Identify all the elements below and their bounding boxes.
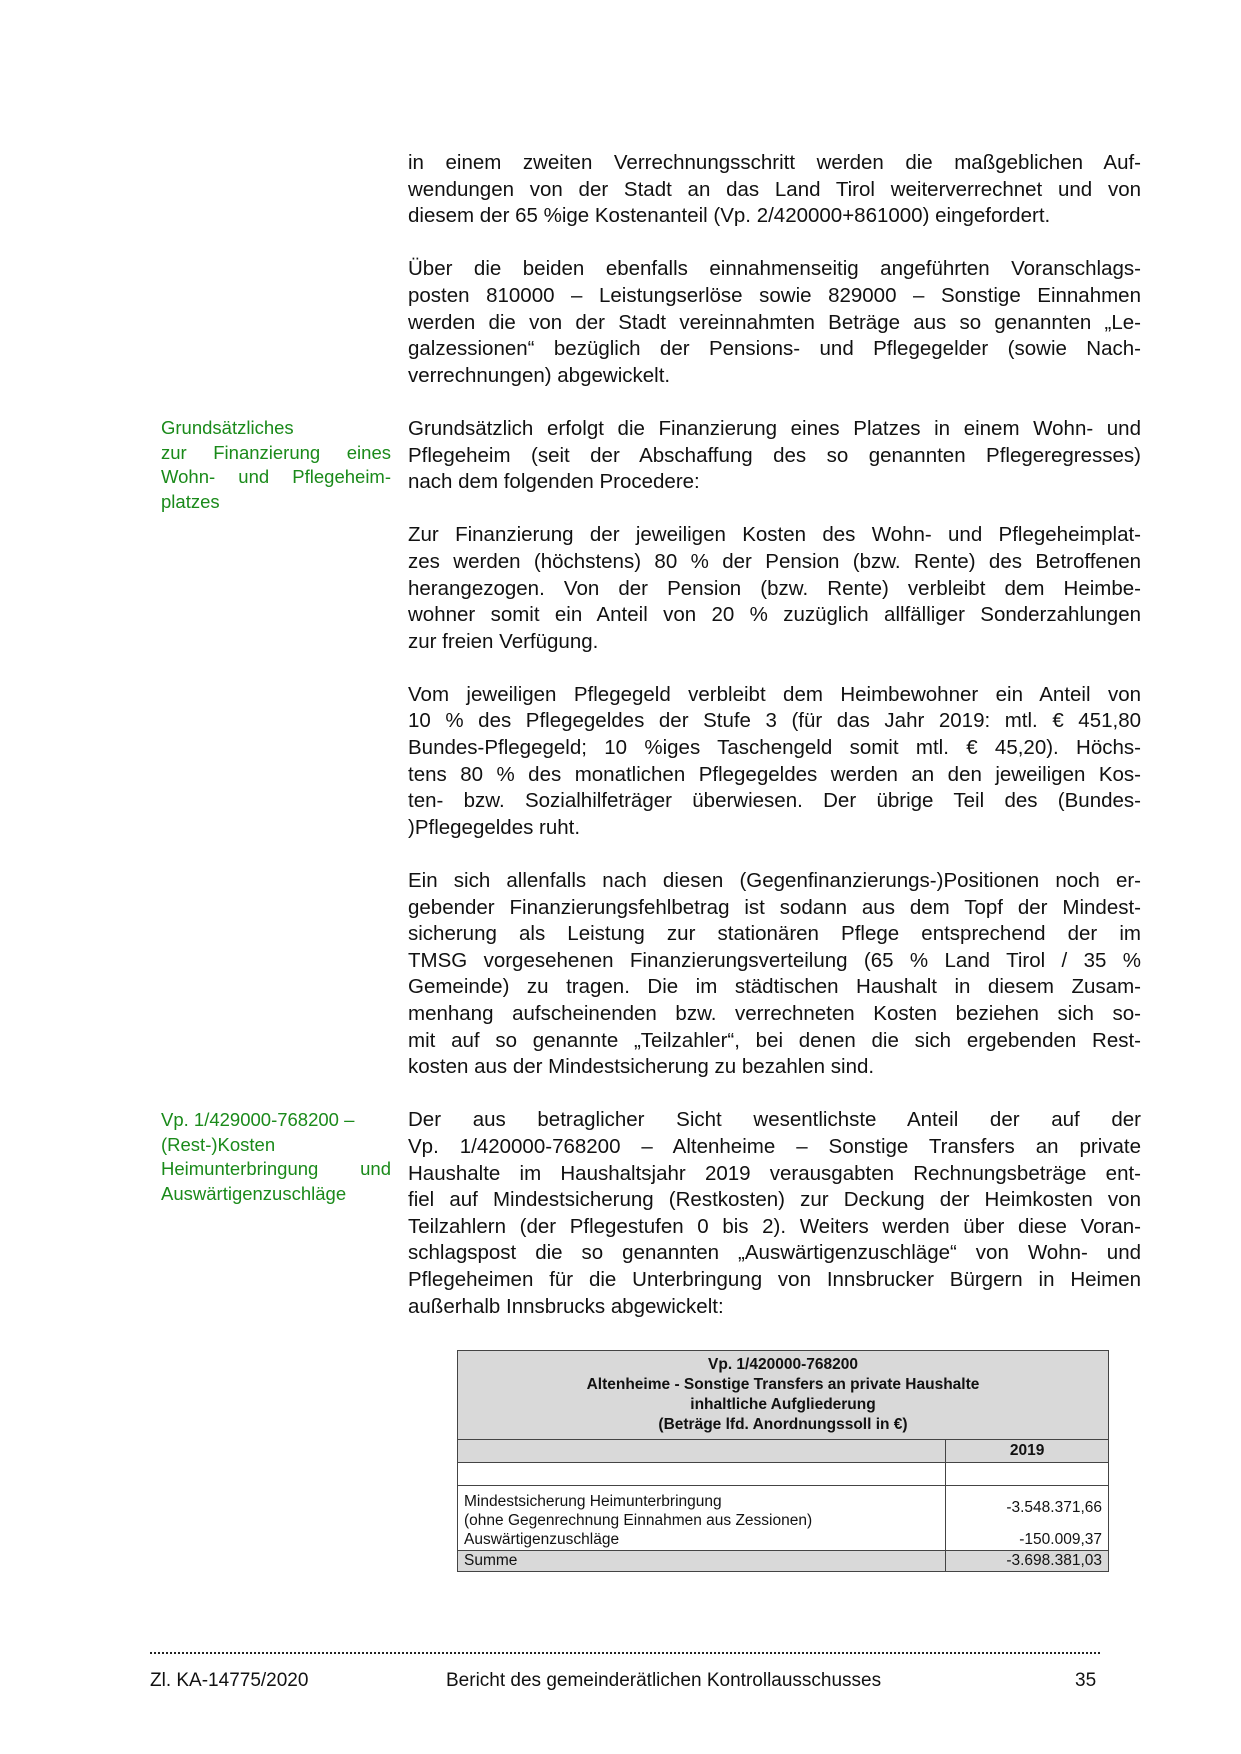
table-title-line: (Beträge lfd. Anordnungssoll in €) (658, 1416, 908, 1433)
text-line: ten- bzw. Sozialhilfeträger überwiesen. Der übrige Teil des (Bundes- (408, 789, 1141, 813)
side-note-line: Heimunterbringung und (161, 1158, 391, 1179)
table-title (458, 1351, 1109, 1440)
side-note-line: Vp. 1/429000-768200 – (161, 1109, 355, 1130)
year-header: 2019 (946, 1440, 1109, 1463)
text-line: werden die von der Stadt vereinnahmten Beträge aus so genannten „Le- (408, 310, 1141, 334)
text-line: verrechnungen) abgewickelt. (408, 363, 671, 387)
sum-row (458, 1551, 1109, 1572)
side-note-line: (Rest-)Kosten (161, 1133, 276, 1155)
row-label: (ohne Gegenrechnung Einnahmen aus Zessionen) (464, 1512, 813, 1529)
text-line: Pflegeheimen für die Unterbringung von Innsbrucker Bürgern in Heimen (408, 1267, 1141, 1291)
footer-title: Bericht des gemeinderätlichen Kontrollausschusses (446, 1670, 882, 1691)
text-line: außerhalb Innsbrucks abgewickelt: (408, 1294, 724, 1318)
paragraph (408, 150, 1141, 230)
side-note-line: Wohn- und Pflegeheim- (161, 466, 391, 487)
text-line: nach dem folgenden Procedere: (408, 470, 700, 494)
table-row (458, 1486, 1109, 1531)
sum-label: Summe (458, 1551, 946, 1572)
text-line: herangezogen. Von der Pension (bzw. Rente) verbleibt dem Heimbe- (408, 576, 1141, 600)
side-note-line: Auswärtigenzuschläge (161, 1182, 347, 1204)
text-line: Gemeinde) zu tragen. Die im städtischen Haushalt in diesem Zusam- (408, 975, 1141, 999)
table-title-line: inhaltliche Aufgliederung (690, 1396, 876, 1413)
table-row (458, 1530, 1109, 1551)
text-line: Teilzahlern (der Pflegestufen 0 bis 2). Weiters werden über diese Voran- (408, 1214, 1141, 1238)
row-value: -3.548.371,66 (946, 1486, 1109, 1531)
text-line: menhang aufscheinenden bzw. verrechneten Kosten beziehen sich so- (408, 1002, 1141, 1025)
main-text (408, 150, 1141, 1347)
side-note-line: Grundsätzliches (161, 417, 294, 438)
text-line: Vom jeweiligen Pflegegeld verbleibt dem Heimbewohner ein Anteil von (408, 682, 1141, 706)
text-line: mit auf so genannte „Teilzahler“, bei denen die sich ergebenden Rest- (408, 1028, 1141, 1052)
text-line: sicherung als Leistung zur stationären Pflege entsprechend der im (408, 922, 1141, 946)
table-title-line: Vp. 1/420000-768200 (708, 1356, 858, 1373)
text-line: wendungen von der Stadt an das Land Tirol weiterverrechnet und von (408, 177, 1141, 201)
text-line: schlagspost die so genannten „Auswärtigenzuschläge“ von Wohn- und (408, 1241, 1141, 1265)
text-line: zes werden (höchstens) 80 % der Pension (bzw. Rente) des Betroffenen (408, 549, 1141, 573)
text-line: zur freien Verfügung. (408, 629, 599, 653)
page-number: 35 (1075, 1670, 1097, 1691)
text-line: 10 % des Pflegegeldes der Stufe 3 (für das Jahr 2019: mtl. € 451,80 (408, 709, 1141, 733)
paragraph (408, 682, 1141, 842)
text-line: fiel auf Mindestsicherung (Restkosten) zur Deckung der Heimkosten von (408, 1188, 1141, 1212)
text-line: Über die beiden ebenfalls einnahmenseitig angeführten Voranschlags- (408, 257, 1141, 281)
text-line: gebender Finanzierungsfehlbetrag ist sodann aus dem Topf der Mindest- (408, 895, 1141, 919)
text-line: Haushalte im Haushaltsjahr 2019 verausgabten Rechnungsbeträge ent- (408, 1161, 1141, 1185)
side-note-financing (161, 416, 391, 514)
text-line: in einem zweiten Verrechnungsschritt werden die maßgeblichen Auf- (408, 151, 1141, 174)
text-line: Zur Finanzierung der jeweiligen Kosten des Wohn- und Pflegeheimplat- (408, 523, 1141, 547)
text-line: Vp. 1/420000-768200 – Altenheime – Sonstige Transfers an private (408, 1134, 1141, 1158)
text-line: Der aus betraglicher Sicht wesentlichste Anteil der auf der (408, 1108, 1141, 1132)
paragraph (408, 868, 1141, 1081)
side-note-line: platzes (161, 490, 220, 512)
cost-table (457, 1350, 1109, 1572)
text-line: wohner somit ein Anteil von 20 % zuzüglich allfälliger Sonderzahlungen (408, 603, 1141, 627)
side-note-line: zur Finanzierung eines (161, 441, 391, 463)
footer-reference: Zl. KA-14775/2020 (150, 1670, 309, 1691)
text-line: diesem der 65 %ige Kostenanteil (Vp. 2/420000+861000) eingefordert. (408, 204, 1051, 228)
text-line: Grundsätzlich erfolgt die Finanzierung eines Platzes in einem Wohn- und (408, 416, 1141, 440)
paragraph (408, 416, 1141, 496)
text-line: galzessionen“ bezüglich der Pensions- und Pflegegelder (sowie Nach- (408, 337, 1141, 361)
text-line: kosten aus der Mindestsicherung zu bezahlen sind. (408, 1055, 875, 1079)
sum-value: -3.698.381,03 (946, 1551, 1109, 1572)
text-line: Pflegeheim (seit der Abschaffung des so genannten Pflegeregresses) (408, 443, 1141, 467)
side-note-restkosten (161, 1108, 391, 1206)
text-line: Bundes-Pflegegeld; 10 %iges Taschengeld somit mtl. € 45,20). Höchs- (408, 736, 1141, 760)
paragraph (408, 1107, 1141, 1320)
footer-divider (150, 1652, 1100, 1654)
text-line: Ein sich allenfalls nach diesen (Gegenfinanzierungs-)Positionen noch er- (408, 869, 1141, 893)
paragraph (408, 522, 1141, 655)
text-line: )Pflegegeldes ruht. (408, 815, 581, 839)
text-line: TMSG vorgesehenen Finanzierungsverteilung (65 % Land Tirol / 35 % (408, 948, 1141, 972)
row-label: Auswärtigenzuschläge (458, 1530, 946, 1551)
table-title-line: Altenheime - Sonstige Transfers an private Haushalte (586, 1376, 980, 1393)
row-value: -150.009,37 (946, 1530, 1109, 1551)
text-line: posten 810000 – Leistungserlöse sowie 829000 – Sonstige Einnahmen (408, 283, 1141, 307)
text-line: tens 80 % des monatlichen Pflegegeldes werden an den jeweiligen Kos- (408, 762, 1141, 786)
row-label: Mindestsicherung Heimunterbringung (464, 1493, 722, 1510)
paragraph (408, 256, 1141, 389)
